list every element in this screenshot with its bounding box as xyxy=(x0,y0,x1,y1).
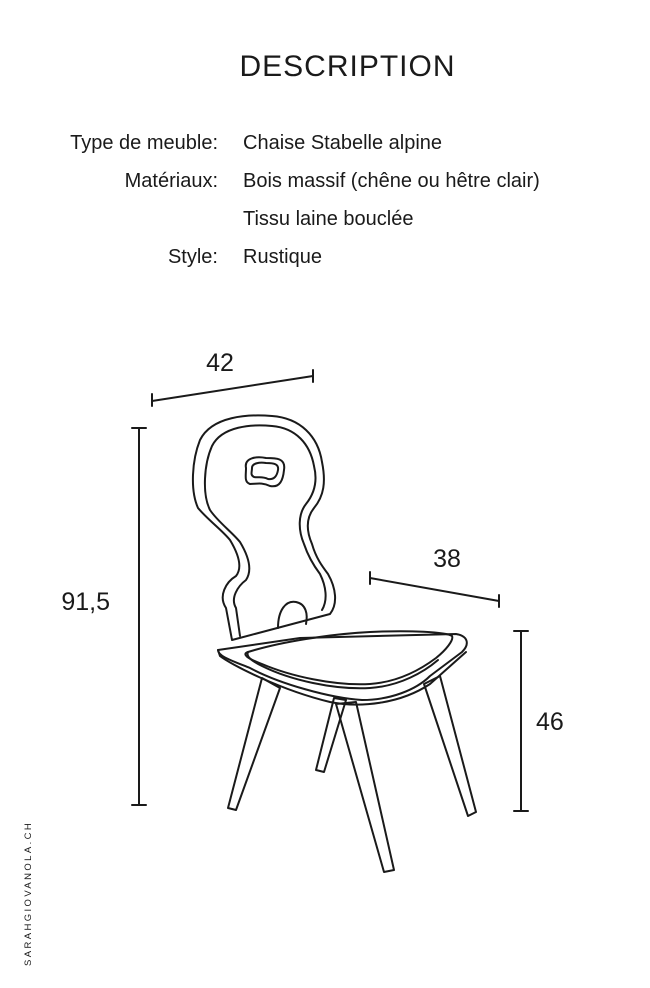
spec-label-type: Type de meuble: xyxy=(70,132,218,154)
spec-value-type: Chaise Stabelle alpine xyxy=(243,132,443,154)
spec-value-fabric: Tissu laine bouclée xyxy=(243,208,414,230)
backrest-handle-cutout-inner xyxy=(252,463,279,480)
chair-leg-front-right xyxy=(336,702,394,872)
seat-cushion xyxy=(245,631,452,684)
site-credit: SARAHGIOVANOLA.CH xyxy=(23,820,34,966)
height-dimension-label: 91,5 xyxy=(61,588,110,616)
seat-height-dimension-label: 46 xyxy=(536,708,564,736)
chair-backrest xyxy=(193,415,335,640)
spec-value-style: Rustique xyxy=(243,246,322,268)
width-dimension-label: 42 xyxy=(206,349,234,377)
chair-leg-back-right xyxy=(424,676,476,816)
depth-dimension-line xyxy=(370,572,499,607)
spec-value-materials: Bois massif (chêne ou hêtre clair) xyxy=(243,170,540,192)
chair-leg-back-left xyxy=(316,698,346,772)
height-dimension-line xyxy=(132,428,146,805)
spec-label-materials: Matériaux: xyxy=(124,170,218,192)
spec-label-style: Style: xyxy=(167,246,218,268)
seat-height-dimension-line xyxy=(514,631,528,811)
depth-dimension-label: 38 xyxy=(433,545,461,573)
page-title: DESCRIPTION xyxy=(239,50,456,83)
chair-leg-front-left xyxy=(228,678,280,810)
